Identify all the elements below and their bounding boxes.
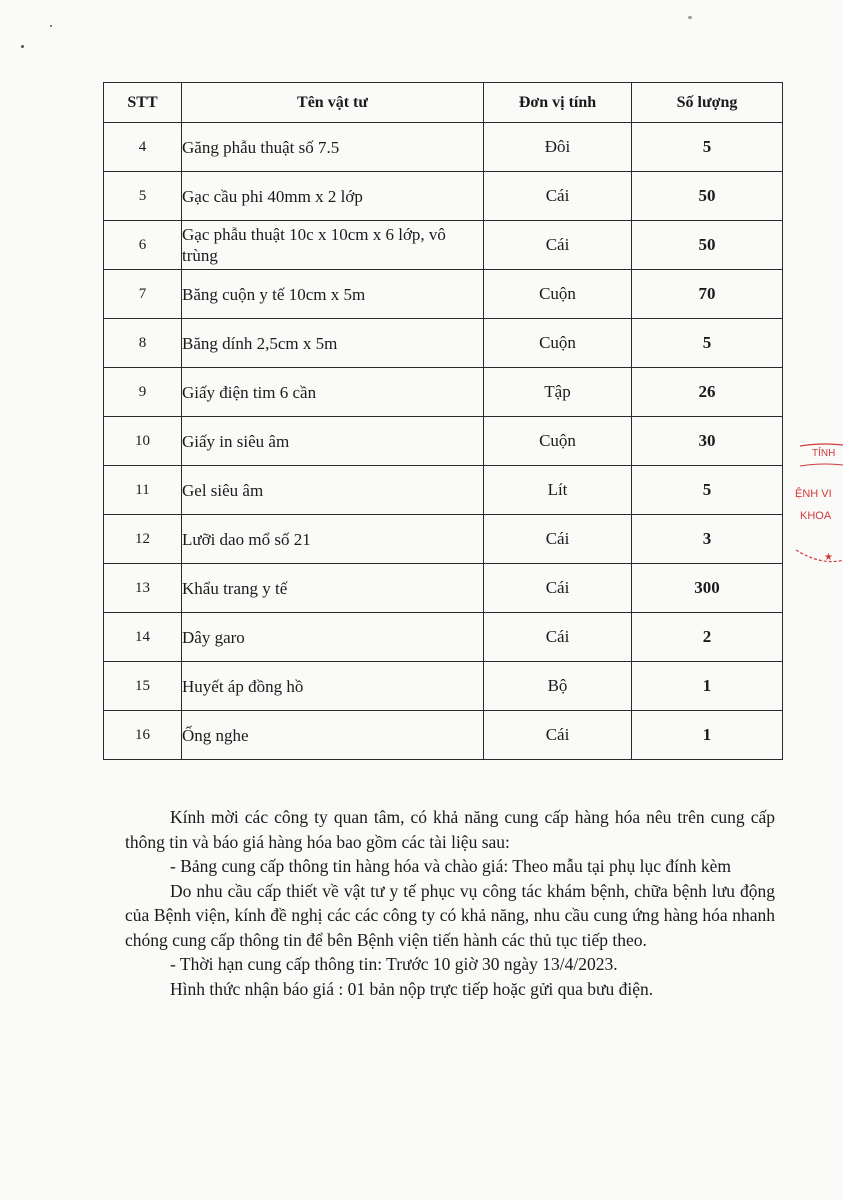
cell-qty: 5 [632,319,783,368]
cell-name: Lưỡi dao mổ số 21 [182,515,484,564]
header-unit: Đơn vị tính [484,83,632,123]
cell-unit: Cái [484,711,632,760]
cell-stt: 15 [104,662,182,711]
cell-name: Băng dính 2,5cm x 5m [182,319,484,368]
cell-stt: 12 [104,515,182,564]
cell-name: Giấy điện tim 6 cần [182,368,484,417]
cell-stt: 7 [104,270,182,319]
cell-qty: 30 [632,417,783,466]
cell-stt: 11 [104,466,182,515]
cell-unit: Lít [484,466,632,515]
cell-name: Giấy in siêu âm [182,417,484,466]
table-row [104,711,783,760]
red-stamp-fragment [790,440,843,580]
cell-unit: Cuộn [484,417,632,466]
cell-stt: 13 [104,564,182,613]
cell-qty: 50 [632,172,783,221]
paragraph-urgent-need: Do nhu cầu cấp thiết về vật tư y tế phục vụ công tác khám bệnh, chữa bệnh lưu động của Bệnh viện, kính đề nghị các các công ty có khả năng, nhu cầu cung ứng hàng hóa nhanh chóng cung cấp thông tin để bên Bệnh viện tiến hành các thủ tục tiếp theo. [125,880,775,950]
cell-name: Băng cuộn y tế 10cm x 5m [182,270,484,319]
cell-name: Gạc cầu phi 40mm x 2 lớp [182,172,484,221]
cell-unit: Cái [484,564,632,613]
table-row [104,466,783,515]
header-name: Tên vật tư [182,83,484,123]
cell-name: Găng phẫu thuật số 7.5 [182,123,484,172]
stamp-text-line3: KHOA [800,510,832,522]
cell-stt: 6 [104,221,182,270]
cell-qty: 2 [632,613,783,662]
cell-unit: Cái [484,172,632,221]
cell-qty: 5 [632,466,783,515]
cell-qty: 50 [632,221,783,270]
cell-stt: 5 [104,172,182,221]
paragraph-quote-form: - Bảng cung cấp thông tin hàng hóa và chào giá: Theo mẫu tại phụ lục đính kèm [170,856,731,876]
scan-speck [688,16,692,19]
body-text [125,805,775,1001]
cell-unit: Cuộn [484,270,632,319]
cell-unit: Cái [484,515,632,564]
paragraph-invitation: Kính mời các công ty quan tâm, có khả năng cung cấp hàng hóa nêu trên cung cấp thông tin và báo giá hàng hóa bao gồm các tài liệu sau: [125,807,775,852]
cell-unit: Cái [484,613,632,662]
cell-unit: Cuộn [484,319,632,368]
cell-name: Khẩu trang y tế [182,564,484,613]
cell-name: Gel siêu âm [182,466,484,515]
cell-stt: 8 [104,319,182,368]
table-row [104,172,783,221]
table-row [104,613,783,662]
cell-stt: 9 [104,368,182,417]
cell-qty: 26 [632,368,783,417]
cell-name: Gạc phẫu thuật 10c x 10cm x 6 lớp, vô trùng [182,221,484,270]
cell-unit: Đôi [484,123,632,172]
table-header-row [104,83,783,123]
table-row [104,515,783,564]
scan-speck [21,45,24,48]
cell-qty: 3 [632,515,783,564]
stamp-text-line2: ỆNH VI [795,488,832,500]
cell-qty: 1 [632,711,783,760]
cell-stt: 4 [104,123,182,172]
stamp-text-line1: TỈNH [812,448,836,459]
header-qty: Số lượng [632,83,783,123]
table-row [104,123,783,172]
table-row [104,319,783,368]
cell-name: Dây garo [182,613,484,662]
supplies-table [103,82,783,760]
table-row [104,662,783,711]
cell-unit: Tập [484,368,632,417]
cell-stt: 16 [104,711,182,760]
table-row [104,417,783,466]
cell-qty: 5 [632,123,783,172]
table-row [104,368,783,417]
paragraph-submission-method: Hình thức nhận báo giá : 01 bản nộp trực tiếp hoặc gửi qua bưu điện. [170,978,654,999]
cell-qty: 1 [632,662,783,711]
table-row [104,221,783,270]
cell-qty: 300 [632,564,783,613]
cell-name: Ống nghe [182,711,484,760]
cell-name: Huyết áp đồng hồ [182,662,484,711]
stamp-star: ★ [824,552,833,563]
cell-unit: Bộ [484,662,632,711]
scan-speck [50,25,52,27]
table-row [104,564,783,613]
table-row [104,270,783,319]
cell-qty: 70 [632,270,783,319]
paragraph-deadline: - Thời hạn cung cấp thông tin: Trước 10 giờ 30 ngày 13/4/2023. [170,954,618,974]
cell-unit: Cái [484,221,632,270]
cell-stt: 14 [104,613,182,662]
cell-stt: 10 [104,417,182,466]
header-stt: STT [104,83,182,123]
